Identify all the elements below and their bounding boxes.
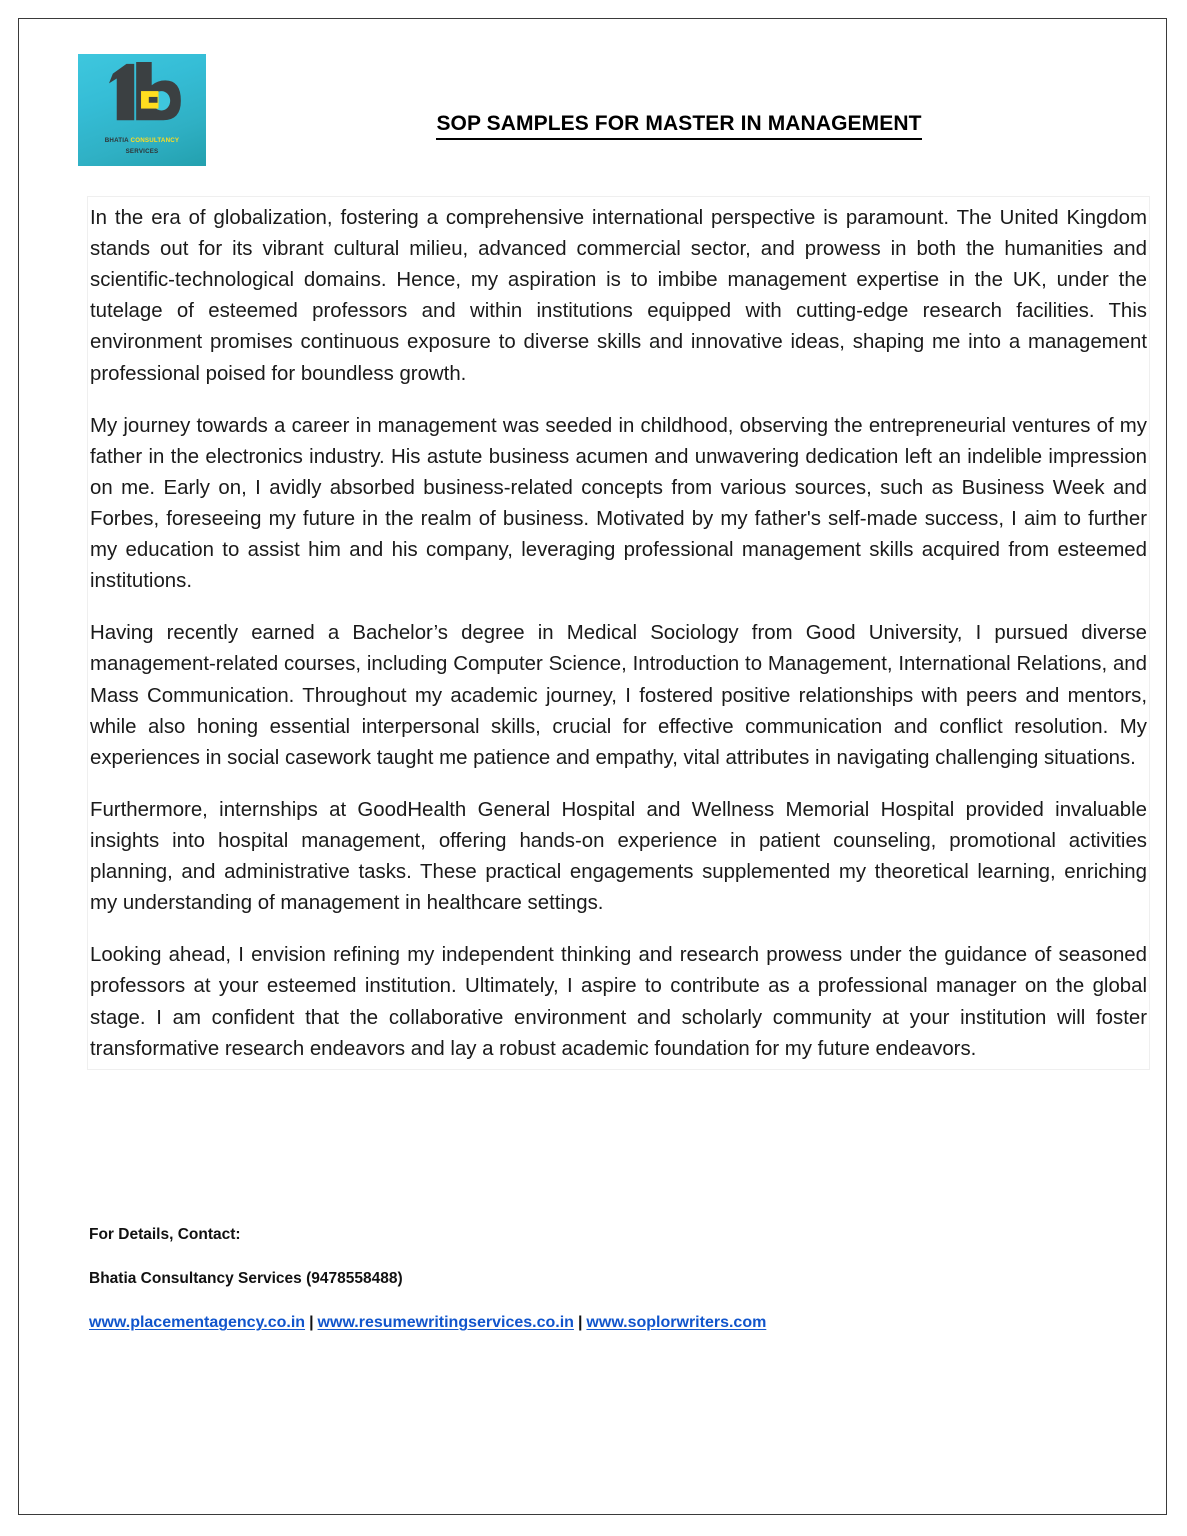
link-resumewritingservices[interactable]: www.resumewritingservices.co.in — [317, 1314, 574, 1332]
logo-1b-mark — [78, 60, 206, 128]
page-title-text: SOP SAMPLES FOR MASTER IN MANAGEMENT — [436, 112, 921, 140]
body-paragraph: Looking ahead, I envision refining my independent thinking and research prowess under the guidance of seasoned professors at your esteemed institution. Ultimately, I aspire to contribute as a professional manager on the global stage. I am confident that the collaborative environment and scholarly community at your institution will foster transformative research endeavors and lay a robust academic foundation for my future endeavors. — [90, 944, 1147, 1060]
link-separator: | — [577, 1314, 583, 1332]
contact-section — [89, 1226, 1089, 1332]
bhatia-consultancy-logo — [78, 54, 206, 166]
link-separator: | — [309, 1314, 314, 1332]
document-header — [19, 19, 1166, 174]
logo-caption-consultancy: CONSULTANCY — [130, 137, 180, 144]
body-paragraph: Having recently earned a Bachelor’s degree in Medical Sociology from Good University, I pursued diverse management-related courses, including Computer Science, Introduction to Management, International Relations, and Mass Communication. Throughout my academic journey, I fostered positive relationships with peers and mentors, while also honing essential interpersonal skills, crucial for effective communication and conflict resolution. My experiences in social casework taught me patience and empathy, vital attributes in navigating challenging situations. — [90, 622, 1147, 769]
contact-company: Bhatia Consultancy Services (9478558488) — [89, 1269, 403, 1287]
logo-caption — [78, 128, 206, 156]
link-soplorwriters[interactable]: www.soplorwriters.com — [586, 1314, 767, 1332]
contact-links — [89, 1313, 1089, 1332]
document-body — [87, 196, 1150, 1070]
body-paragraph: In the era of globalization, fostering a comprehensive international perspective is paramount. The United Kingdom stands out for its vibrant cultural milieu, advanced commercial sector, and prowess in both the humanities and scientific-technological domains. Hence, my aspiration is to imbibe management expertise in the UK, under the tutelage of esteemed professors and within institutions equipped with cutting-edge research facilities. This environment promises continuous exposure to diverse skills and innovative ideas, shaping me into a management professional poised for boundless growth. — [90, 207, 1147, 385]
logo-caption-services: SERVICES — [125, 148, 159, 155]
page-title — [229, 112, 1129, 136]
link-placementagency[interactable]: www.placementagency.co.in — [89, 1314, 306, 1332]
logo-caption-bhatia: BHATIA — [104, 137, 131, 144]
contact-heading: For Details, Contact: — [89, 1226, 241, 1243]
body-paragraph: My journey towards a career in management was seeded in childhood, observing the entrepreneurial ventures of my father in the electronics industry. His astute business acumen and unwavering dedication left an indelible impression on me. Early on, I avidly absorbed business-related concepts from various sources, such as Business Week and Forbes, foreseeing my future in the realm of business. Motivated by my father's self-made success, I aim to further my education to assist him and his company, leveraging professional management skills acquired from esteemed institutions. — [90, 414, 1147, 593]
body-paragraph: Furthermore, internships at GoodHealth General Hospital and Wellness Memorial Hospital provided invaluable insights into hospital management, offering hands-on experience in patient counseling, promotional activities planning, and administrative tasks. These practical engagements supplemented my theoretical learning, enriching my understanding of management in healthcare settings. — [90, 798, 1147, 915]
document-page — [18, 18, 1167, 1515]
